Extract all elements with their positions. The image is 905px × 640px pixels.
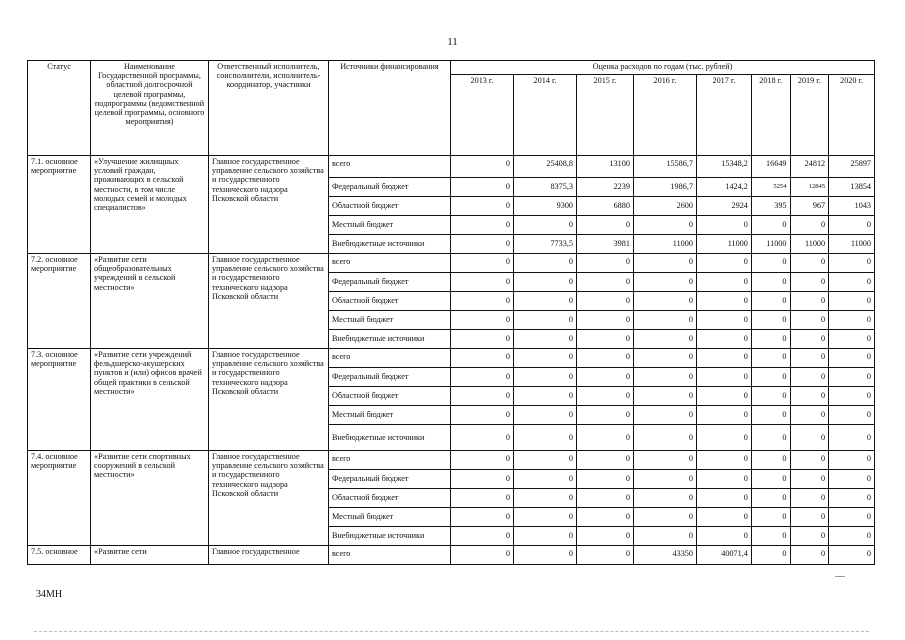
value-cell: 6880 bbox=[577, 197, 634, 216]
value-cell: 9300 bbox=[513, 197, 576, 216]
value-cell: 0 bbox=[790, 508, 829, 527]
value-cell: 1986,7 bbox=[633, 178, 696, 197]
value-cell: 0 bbox=[633, 406, 696, 425]
value-cell: 12845 bbox=[790, 178, 829, 197]
source-cell: Местный бюджет bbox=[328, 406, 450, 425]
value-cell: 0 bbox=[790, 368, 829, 387]
source-cell: всего bbox=[328, 349, 450, 368]
value-cell: 0 bbox=[633, 349, 696, 368]
value-cell: 0 bbox=[577, 451, 634, 470]
value-cell: 0 bbox=[696, 451, 751, 470]
value-cell: 0 bbox=[790, 311, 829, 330]
value-cell: 0 bbox=[696, 368, 751, 387]
value-cell: 0 bbox=[633, 489, 696, 508]
responsible-cell: Главное государственное управление сельского хозяйства и государственного технического надзора Псковской области bbox=[208, 254, 328, 349]
header-status: Статус bbox=[28, 61, 91, 156]
header-year: 2019 г. bbox=[790, 75, 829, 156]
value-cell: 0 bbox=[696, 489, 751, 508]
source-cell: Местный бюджет bbox=[328, 508, 450, 527]
value-cell: 0 bbox=[829, 470, 875, 489]
value-cell: 0 bbox=[696, 349, 751, 368]
value-cell: 0 bbox=[751, 349, 790, 368]
value-cell: 16649 bbox=[751, 156, 790, 178]
value-cell: 0 bbox=[513, 330, 576, 349]
value-cell: 0 bbox=[577, 368, 634, 387]
source-cell: Внебюджетные источники bbox=[328, 235, 450, 254]
value-cell: 0 bbox=[513, 489, 576, 508]
value-cell: 0 bbox=[450, 330, 513, 349]
value-cell: 0 bbox=[790, 349, 829, 368]
value-cell: 0 bbox=[450, 406, 513, 425]
status-cell: 7.3. основное мероприятие bbox=[28, 349, 91, 451]
value-cell: 0 bbox=[577, 292, 634, 311]
value-cell: 25408,8 bbox=[513, 156, 576, 178]
value-cell: 0 bbox=[829, 489, 875, 508]
value-cell: 0 bbox=[790, 216, 829, 235]
value-cell: 0 bbox=[577, 330, 634, 349]
value-cell: 0 bbox=[450, 311, 513, 330]
source-cell: Местный бюджет bbox=[328, 216, 450, 235]
responsible-cell: Главное государственное управление сельского хозяйства и государственного технического надзора Псковской области bbox=[208, 156, 328, 254]
expenses-table bbox=[27, 60, 875, 565]
page-number: 11 bbox=[447, 36, 458, 48]
value-cell: 0 bbox=[696, 311, 751, 330]
value-cell: 0 bbox=[577, 546, 634, 565]
value-cell: 0 bbox=[790, 546, 829, 565]
table-body bbox=[28, 156, 875, 565]
value-cell: 24812 bbox=[790, 156, 829, 178]
value-cell: 0 bbox=[633, 368, 696, 387]
value-cell: 0 bbox=[696, 425, 751, 451]
name-cell: «Улучшение жилищных условий граждан, проживающих в сельской местности, в том числе молодых семей и молодых специалистов» bbox=[91, 156, 209, 254]
value-cell: 0 bbox=[829, 425, 875, 451]
table-row bbox=[28, 349, 875, 368]
value-cell: 0 bbox=[829, 330, 875, 349]
source-cell: Областной бюджет bbox=[328, 292, 450, 311]
value-cell: 0 bbox=[696, 387, 751, 406]
margin-mark bbox=[835, 576, 845, 577]
value-cell: 0 bbox=[450, 451, 513, 470]
value-cell: 0 bbox=[513, 349, 576, 368]
value-cell: 0 bbox=[633, 254, 696, 273]
value-cell: 0 bbox=[577, 349, 634, 368]
value-cell: 0 bbox=[829, 387, 875, 406]
value-cell: 0 bbox=[577, 489, 634, 508]
value-cell: 13100 bbox=[577, 156, 634, 178]
value-cell: 0 bbox=[633, 387, 696, 406]
value-cell: 0 bbox=[696, 527, 751, 546]
value-cell: 0 bbox=[513, 451, 576, 470]
value-cell: 0 bbox=[751, 254, 790, 273]
header-year: 2016 г. bbox=[633, 75, 696, 156]
header-year: 2015 г. bbox=[577, 75, 634, 156]
value-cell: 0 bbox=[450, 254, 513, 273]
value-cell: 13854 bbox=[829, 178, 875, 197]
value-cell: 0 bbox=[633, 527, 696, 546]
status-cell: 7.2. основное мероприятие bbox=[28, 254, 91, 349]
value-cell: 0 bbox=[450, 273, 513, 292]
value-cell: 0 bbox=[577, 216, 634, 235]
value-cell: 43350 bbox=[633, 546, 696, 565]
value-cell: 0 bbox=[450, 349, 513, 368]
value-cell: 0 bbox=[751, 292, 790, 311]
value-cell: 0 bbox=[513, 406, 576, 425]
value-cell: 0 bbox=[751, 508, 790, 527]
value-cell: 15586,7 bbox=[633, 156, 696, 178]
value-cell: 0 bbox=[790, 292, 829, 311]
source-cell: Местный бюджет bbox=[328, 311, 450, 330]
source-cell: Федеральный бюджет bbox=[328, 178, 450, 197]
header-year: 2013 г. bbox=[450, 75, 513, 156]
value-cell: 0 bbox=[790, 451, 829, 470]
value-cell: 0 bbox=[633, 330, 696, 349]
value-cell: 1043 bbox=[829, 197, 875, 216]
name-cell: «Развитие сети общеобразовательных учреждений в сельской местности» bbox=[91, 254, 209, 349]
value-cell: 0 bbox=[696, 216, 751, 235]
value-cell: 0 bbox=[633, 451, 696, 470]
value-cell: 3981 bbox=[577, 235, 634, 254]
value-cell: 2239 bbox=[577, 178, 634, 197]
value-cell: 0 bbox=[829, 508, 875, 527]
value-cell: 0 bbox=[450, 197, 513, 216]
value-cell: 11000 bbox=[696, 235, 751, 254]
value-cell: 0 bbox=[829, 546, 875, 565]
value-cell: 0 bbox=[696, 273, 751, 292]
source-cell: всего bbox=[328, 451, 450, 470]
value-cell: 0 bbox=[751, 489, 790, 508]
header-name: Наименование Государственной программы, областной долгосрочной целевой программы, подпрограммы (ведомственной целевой программы, основного мероприятия) bbox=[91, 61, 209, 156]
value-cell: 0 bbox=[450, 425, 513, 451]
value-cell: 0 bbox=[696, 508, 751, 527]
value-cell: 0 bbox=[513, 546, 576, 565]
value-cell: 2924 bbox=[696, 197, 751, 216]
source-cell: Областной бюджет bbox=[328, 489, 450, 508]
value-cell: 0 bbox=[513, 311, 576, 330]
value-cell: 0 bbox=[633, 425, 696, 451]
value-cell: 0 bbox=[513, 508, 576, 527]
value-cell: 0 bbox=[513, 292, 576, 311]
value-cell: 0 bbox=[577, 527, 634, 546]
value-cell: 0 bbox=[751, 330, 790, 349]
value-cell: 0 bbox=[633, 292, 696, 311]
responsible-cell: Главное государственное управление сельского хозяйства и государственного технического надзора Псковской области bbox=[208, 451, 328, 546]
value-cell: 0 bbox=[577, 508, 634, 527]
source-cell: Внебюджетные источники bbox=[328, 527, 450, 546]
value-cell: 0 bbox=[751, 470, 790, 489]
value-cell: 0 bbox=[790, 406, 829, 425]
value-cell: 0 bbox=[829, 254, 875, 273]
header-responsible: Ответственный исполнитель, соисполнители, исполнитель-координатор, участники bbox=[208, 61, 328, 156]
value-cell: 0 bbox=[751, 387, 790, 406]
value-cell: 0 bbox=[829, 451, 875, 470]
value-cell: 0 bbox=[696, 470, 751, 489]
source-cell: Областной бюджет bbox=[328, 387, 450, 406]
value-cell: 0 bbox=[450, 546, 513, 565]
value-cell: 0 bbox=[829, 406, 875, 425]
value-cell: 0 bbox=[450, 527, 513, 546]
source-cell: Областной бюджет bbox=[328, 197, 450, 216]
value-cell: 0 bbox=[790, 489, 829, 508]
value-cell: 0 bbox=[790, 527, 829, 546]
value-cell: 0 bbox=[450, 156, 513, 178]
value-cell: 0 bbox=[829, 292, 875, 311]
value-cell: 0 bbox=[751, 311, 790, 330]
value-cell: 0 bbox=[829, 273, 875, 292]
value-cell: 0 bbox=[829, 368, 875, 387]
value-cell: 2600 bbox=[633, 197, 696, 216]
source-cell: Федеральный бюджет bbox=[328, 368, 450, 387]
value-cell: 0 bbox=[751, 546, 790, 565]
name-cell: «Развитие сети bbox=[91, 546, 209, 565]
status-cell: 7.5. основное bbox=[28, 546, 91, 565]
value-cell: 0 bbox=[696, 254, 751, 273]
value-cell: 967 bbox=[790, 197, 829, 216]
value-cell: 0 bbox=[751, 451, 790, 470]
value-cell: 40071,4 bbox=[696, 546, 751, 565]
value-cell: 0 bbox=[751, 273, 790, 292]
value-cell: 0 bbox=[790, 254, 829, 273]
value-cell: 0 bbox=[513, 387, 576, 406]
value-cell: 0 bbox=[513, 254, 576, 273]
value-cell: 5254 bbox=[751, 178, 790, 197]
value-cell: 0 bbox=[696, 330, 751, 349]
value-cell: 8375,3 bbox=[513, 178, 576, 197]
value-cell: 0 bbox=[633, 311, 696, 330]
value-cell: 0 bbox=[751, 527, 790, 546]
value-cell: 0 bbox=[513, 470, 576, 489]
source-cell: Федеральный бюджет bbox=[328, 470, 450, 489]
header-year: 2018 г. bbox=[751, 75, 790, 156]
source-cell: всего bbox=[328, 546, 450, 565]
source-cell: Внебюджетные источники bbox=[328, 330, 450, 349]
value-cell: 0 bbox=[450, 292, 513, 311]
value-cell: 0 bbox=[513, 273, 576, 292]
value-cell: 0 bbox=[450, 235, 513, 254]
value-cell: 0 bbox=[450, 508, 513, 527]
value-cell: 0 bbox=[829, 216, 875, 235]
value-cell: 0 bbox=[577, 311, 634, 330]
source-cell: всего bbox=[328, 254, 450, 273]
bottom-dotted-line bbox=[34, 631, 869, 632]
table-row bbox=[28, 156, 875, 178]
value-cell: 0 bbox=[450, 387, 513, 406]
value-cell: 0 bbox=[829, 527, 875, 546]
header-year: 2014 г. bbox=[513, 75, 576, 156]
value-cell: 0 bbox=[513, 425, 576, 451]
value-cell: 0 bbox=[633, 273, 696, 292]
value-cell: 0 bbox=[829, 311, 875, 330]
value-cell: 0 bbox=[513, 216, 576, 235]
table-row bbox=[28, 254, 875, 273]
value-cell: 0 bbox=[790, 330, 829, 349]
value-cell: 395 bbox=[751, 197, 790, 216]
value-cell: 11000 bbox=[633, 235, 696, 254]
status-cell: 7.4. основное мероприятие bbox=[28, 451, 91, 546]
value-cell: 25897 bbox=[829, 156, 875, 178]
value-cell: 0 bbox=[751, 425, 790, 451]
value-cell: 0 bbox=[751, 406, 790, 425]
value-cell: 1424,2 bbox=[696, 178, 751, 197]
value-cell: 0 bbox=[696, 292, 751, 311]
value-cell: 0 bbox=[450, 178, 513, 197]
value-cell: 0 bbox=[751, 216, 790, 235]
value-cell: 0 bbox=[450, 489, 513, 508]
footer-code: 34МН bbox=[36, 589, 63, 600]
value-cell: 0 bbox=[790, 273, 829, 292]
value-cell: 0 bbox=[577, 387, 634, 406]
status-cell: 7.1. основное мероприятие bbox=[28, 156, 91, 254]
responsible-cell: Главное государственное bbox=[208, 546, 328, 565]
source-cell: всего bbox=[328, 156, 450, 178]
value-cell: 0 bbox=[577, 470, 634, 489]
value-cell: 0 bbox=[450, 368, 513, 387]
value-cell: 11000 bbox=[829, 235, 875, 254]
value-cell: 0 bbox=[513, 527, 576, 546]
value-cell: 0 bbox=[633, 216, 696, 235]
value-cell: 11000 bbox=[790, 235, 829, 254]
value-cell: 0 bbox=[577, 273, 634, 292]
header-year: 2017 г. bbox=[696, 75, 751, 156]
value-cell: 7733,5 bbox=[513, 235, 576, 254]
value-cell: 0 bbox=[577, 425, 634, 451]
value-cell: 0 bbox=[513, 368, 576, 387]
value-cell: 11000 bbox=[751, 235, 790, 254]
header-estimate: Оценка расходов по годам (тыс. рублей) bbox=[450, 61, 874, 75]
table-row bbox=[28, 451, 875, 470]
value-cell: 0 bbox=[790, 470, 829, 489]
responsible-cell: Главное государственное управление сельского хозяйства и государственного технического надзора Псковской области bbox=[208, 349, 328, 451]
header-year: 2020 г. bbox=[829, 75, 875, 156]
name-cell: «Развитие сети спортивных сооружений в сельской местности» bbox=[91, 451, 209, 546]
value-cell: 0 bbox=[450, 470, 513, 489]
source-cell: Федеральный бюджет bbox=[328, 273, 450, 292]
value-cell: 0 bbox=[577, 406, 634, 425]
value-cell: 0 bbox=[633, 470, 696, 489]
value-cell: 0 bbox=[577, 254, 634, 273]
table-row bbox=[28, 546, 875, 565]
value-cell: 15348,2 bbox=[696, 156, 751, 178]
value-cell: 0 bbox=[751, 368, 790, 387]
header-sources: Источники финансирования bbox=[328, 61, 450, 156]
value-cell: 0 bbox=[829, 349, 875, 368]
value-cell: 0 bbox=[790, 425, 829, 451]
value-cell: 0 bbox=[450, 216, 513, 235]
value-cell: 0 bbox=[790, 387, 829, 406]
name-cell: «Развитие сети учреждений фельдшерско-акушерских пунктов и (или) офисов врачей общей практики в сельской местности» bbox=[91, 349, 209, 451]
value-cell: 0 bbox=[633, 508, 696, 527]
source-cell: Внебюджетные источники bbox=[328, 425, 450, 451]
value-cell: 0 bbox=[696, 406, 751, 425]
